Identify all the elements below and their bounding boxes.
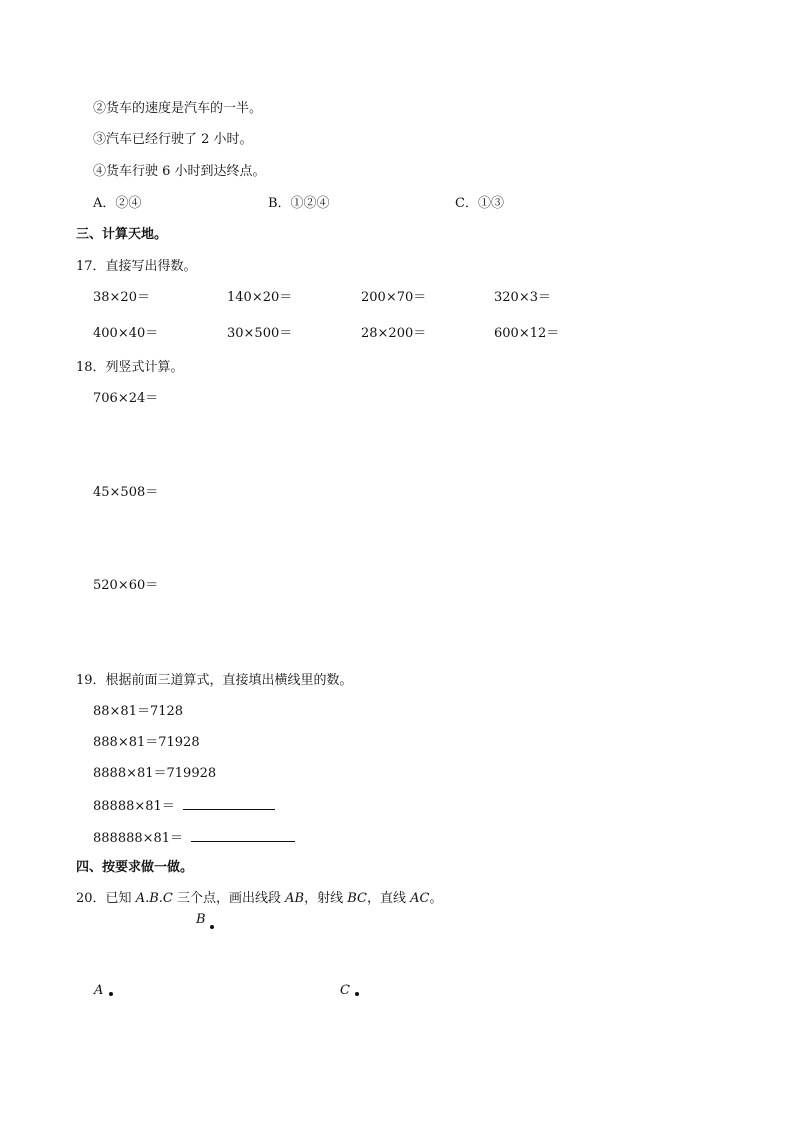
q17-item: 320×3＝ <box>494 290 551 305</box>
q20-segment-name: AB <box>285 891 305 906</box>
q20-ray-name: BC <box>347 891 367 906</box>
section-heading-4: 四、按要求做一做。 <box>76 860 194 875</box>
q20-title <box>76 891 442 907</box>
q18-item: 706×24＝ <box>93 391 159 406</box>
q17-item: 400×40＝ <box>93 326 159 341</box>
answer-blank[interactable] <box>183 797 275 810</box>
section-heading-3: 三、计算天地。 <box>76 227 168 242</box>
q19-fill-line <box>93 829 295 847</box>
q18-item: 45×508＝ <box>93 485 159 500</box>
point-c-label: C <box>340 983 350 998</box>
answer-blank[interactable] <box>191 829 295 842</box>
q17-item: 600×12＝ <box>494 326 560 341</box>
q16-choice-a: A．②④ <box>93 196 142 211</box>
q19-line: 88×81＝7128 <box>93 704 184 719</box>
q20-line-name: AC <box>410 891 430 906</box>
q19-line: 888×81＝71928 <box>93 735 200 750</box>
q19-line: 8888×81＝719928 <box>93 766 217 781</box>
point-a-dot[interactable] <box>109 992 113 996</box>
q16-choice-c: C．①③ <box>455 196 504 211</box>
q16-choice-b: B．①②④ <box>268 196 330 211</box>
q16-option-4: ④货车行驶 6 小时到达终点。 <box>93 164 266 179</box>
q18-item: 520×60＝ <box>93 578 159 593</box>
point-a-label: A <box>94 983 104 998</box>
q16-option-3: ③汽车已经行驶了 2 小时。 <box>93 132 253 147</box>
q20-title-text: 20．已知 <box>76 891 136 906</box>
q19-fill-line <box>93 797 275 815</box>
q16-option-2: ②货车的速度是汽车的一半。 <box>93 101 263 116</box>
q18-title: 18．列竖式计算。 <box>76 360 184 375</box>
q20-title-text: ，射线 <box>304 891 348 906</box>
q20-points-text: A.B.C <box>135 891 173 906</box>
q20-title-text: 。 <box>429 891 443 906</box>
q17-title: 17．直接写出得数。 <box>76 259 197 274</box>
q20-title-text: 三个点，画出线段 <box>172 891 286 906</box>
q20-title-text: ，直线 <box>366 891 411 906</box>
q17-item: 38×20＝ <box>93 290 150 305</box>
q17-item: 140×20＝ <box>227 290 293 305</box>
q19-expression: 888888×81＝ <box>93 831 184 846</box>
point-c-dot[interactable] <box>355 992 359 996</box>
q19-title: 19．根据前面三道算式，直接填出横线里的数。 <box>76 673 353 688</box>
q17-item: 200×70＝ <box>361 290 427 305</box>
point-b-label: B <box>196 912 206 927</box>
q17-item: 28×200＝ <box>361 326 427 341</box>
q17-item: 30×500＝ <box>227 326 293 341</box>
point-b-dot[interactable] <box>210 925 214 929</box>
q19-expression: 88888×81＝ <box>93 799 175 814</box>
